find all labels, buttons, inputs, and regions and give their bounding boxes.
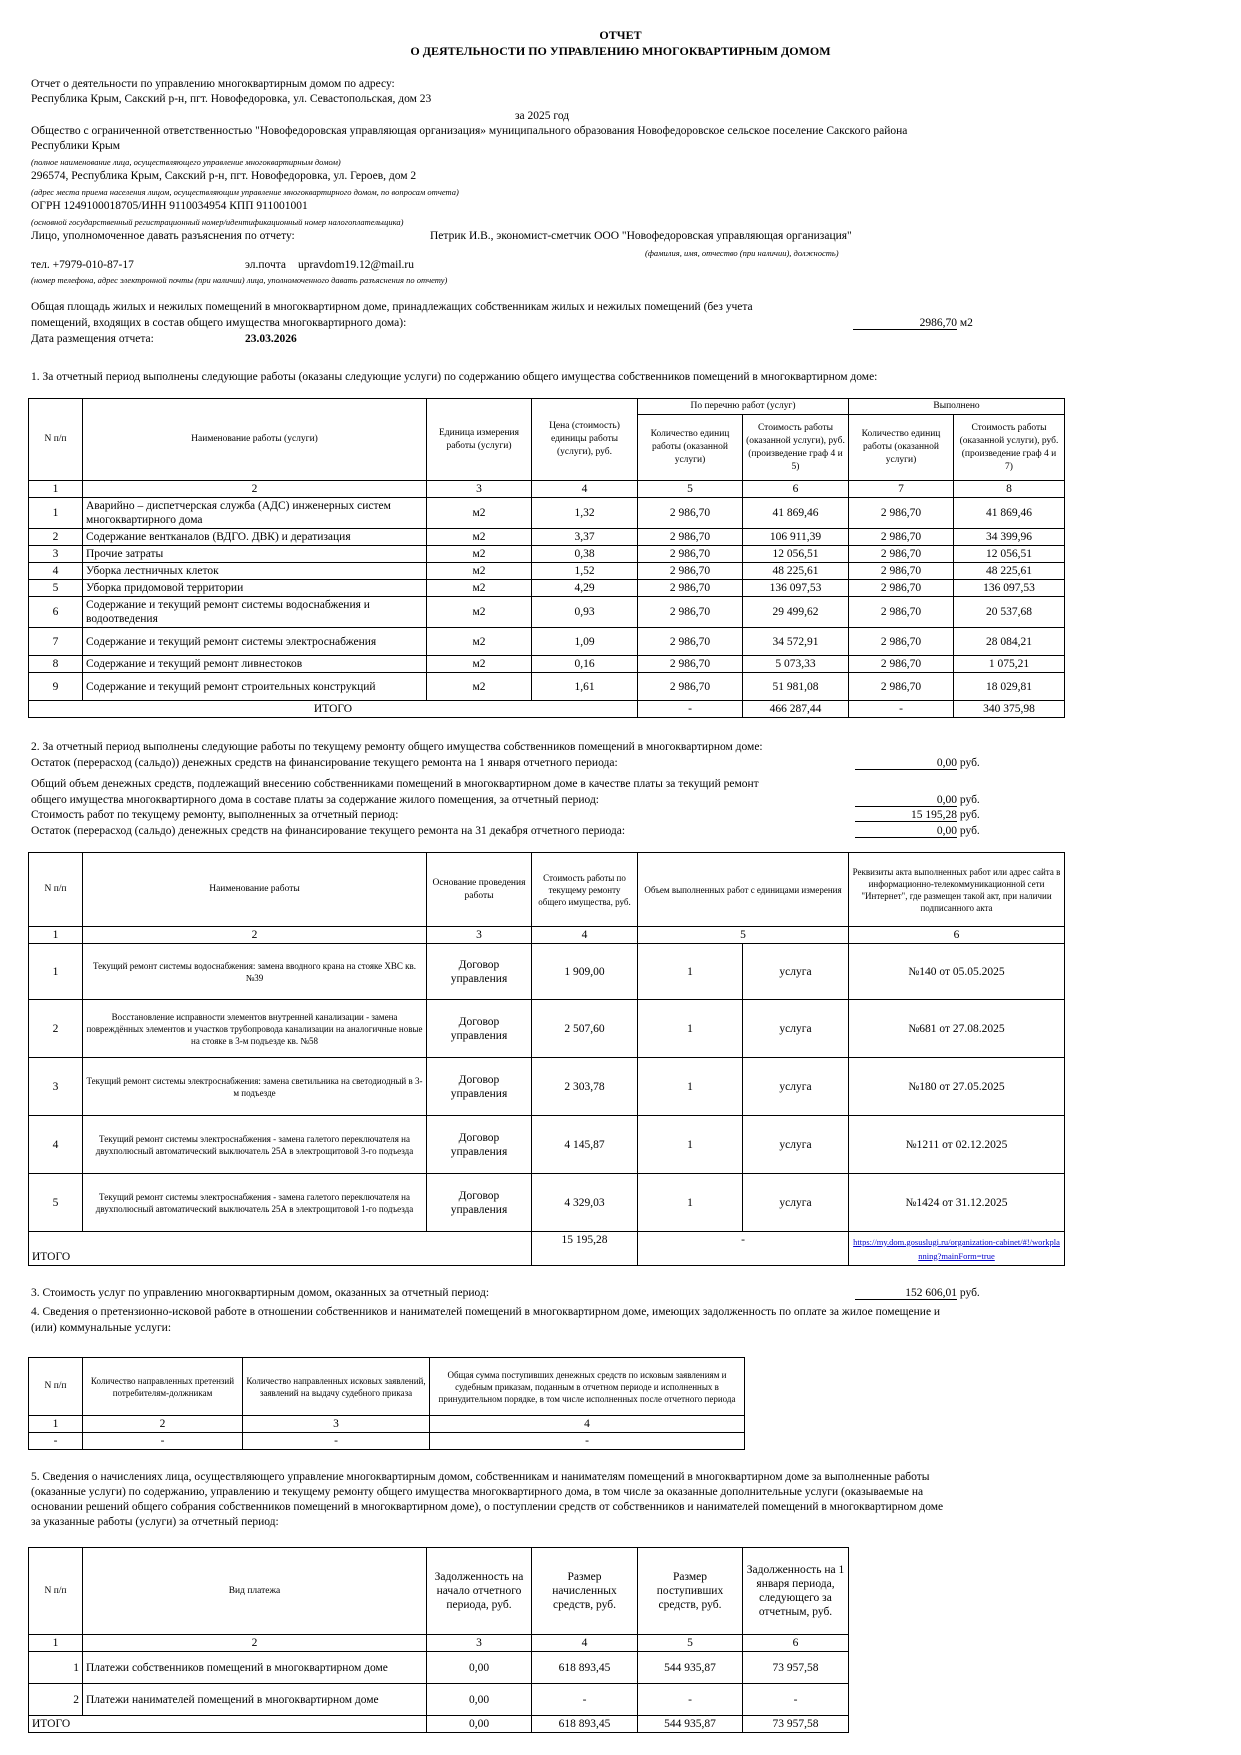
col-header-num: N п/п [29,1548,83,1635]
row-unit: м2 [427,628,532,656]
col-header-charged: Размер начисленных средств, руб. [532,1548,638,1635]
row-done-cost: 34 399,96 [954,529,1065,546]
phone: тел. +7979-010-87-17 [31,259,134,271]
org-address: 296574, Республика Крым, Сакский р-н, пгт. Новофедоровка, ул. Героев, дом 2 [31,170,417,182]
currency: руб. [959,825,980,837]
report-title: ОТЧЕТ [599,28,642,42]
col-number: 6 [743,1635,849,1652]
col-header-cost: Стоимость работы по текущему ремонту общего имущества, руб. [532,853,638,927]
col-number: 2 [83,1635,427,1652]
table-row [29,673,1065,701]
address-intro: Отчет о деятельности по управлению многоквартирным домом по адресу: [31,78,395,90]
row-type: Платежи собственников помещений в многоквартирном доме [83,1652,427,1684]
org-address-note: (адрес места приема населения лицом, осуществляющим управление многоквартирного домом, по вопросам отчета) [31,187,459,197]
row-num: 1 [29,944,83,1000]
row-unit: м2 [427,529,532,546]
responsible-label: Лицо, уполномоченное давать разъяснения по отчету: [31,230,295,242]
row-plan-qty: 2 986,70 [638,563,743,580]
row-basis: Договор управления [427,1116,532,1174]
row-num: 6 [29,597,83,628]
row-num: 8 [29,656,83,673]
ogrn-inn: ОГРН 1249100018705/ИНН 9110034954 КПП 911001001 [31,200,308,212]
col-group-done: Выполнено [849,399,1065,415]
row-name: Прочие затраты [83,546,427,563]
row-done-qty: 2 986,70 [849,529,954,546]
col-number: 5 [638,1635,743,1652]
row-name: Содержание вентканалов (ВДГО. ДВК) и дератизация [83,529,427,546]
claims-table [28,1357,745,1450]
col-number: 8 [954,481,1065,498]
col-header-type: Вид платежа [83,1548,427,1635]
section2-title: 2. За отчетный период выполнены следующие работы по текущему ремонту общего имущества собственников помещений в многоквартирном доме: [31,741,763,753]
col-header-debt-start: Задолженность на начало отчетного периода, руб. [427,1548,532,1635]
col-number: 3 [427,481,532,498]
row-cost: 4 145,87 [532,1116,638,1174]
row-unit: м2 [427,597,532,628]
total-due-value: 0,00 [855,794,957,807]
column-numbers-row [29,927,1065,944]
row-price: 4,29 [532,580,638,597]
row-price: 1,09 [532,628,638,656]
section1-title: 1. За отчетный период выполнены следующие работы (оказаны следующие услуги) по содержанию общего имущества собственников помещений в многоквартирном доме: [31,371,878,383]
row-plan-qty: 2 986,70 [638,673,743,701]
row-num: 5 [29,1174,83,1232]
row-name: Текущий ремонт системы электроснабжения - замена галетого переключателя на двухполюсный автоматический выключатель 25А в электрощитовой 1-го подъезда [83,1174,427,1232]
row-plan-cost: 51 981,08 [743,673,849,701]
row-cost: 2 303,78 [532,1058,638,1116]
row-unit: м2 [427,580,532,597]
contact-note: (номер телефона, адрес электронной почты (при наличии) лица, уполномоченного давать разъяснения по отчету) [31,275,448,285]
row-name: Содержание и текущий ремонт системы электроснабжения [83,628,427,656]
col-header-num: N п/п [29,399,83,481]
row-name: Аварийно – диспетчерская служба (АДС) инженерных систем многоквартирного дома [83,498,427,529]
col-number: 2 [83,1416,243,1433]
col-header-num: N п/п [29,1358,83,1416]
row-act: №1211 от 02.12.2025 [849,1116,1065,1174]
row-unit: услуга [743,1058,849,1116]
total-plan-qty: - [638,701,743,718]
row-unit: услуга [743,1000,849,1058]
row-done-qty: 2 986,70 [849,498,954,529]
col-number: 7 [849,481,954,498]
email-label: эл.почта [245,259,287,271]
row-plan-cost: 48 225,61 [743,563,849,580]
section5-title-line3: основании решений общего собрания собственников помещений в многоквартирном доме), о поступлении средств от собственников и нанимателей помещений в многоквартирном доме [31,1501,944,1513]
row-num: 1 [29,498,83,529]
row-amount: - [430,1433,745,1450]
col-number: 1 [29,927,83,944]
col-number: 2 [83,481,427,498]
currency: руб. [959,794,980,806]
col-number: 4 [532,1635,638,1652]
area-text-line2: помещений, входящих в состав общего имущества многоквартирного дома): [31,317,407,329]
row-done-qty: 2 986,70 [849,580,954,597]
col-header-name: Наименование работы (услуги) [83,399,427,481]
section5-title-line2: (оказанные услуги) по содержанию, управлению и текущему ремонту общего имущества многоквартирного дома, в том числе за оказанные дополнительные услуги (оказываемые на [31,1486,924,1498]
row-qty: 1 [638,1058,743,1116]
table-row [29,546,1065,563]
row-plan-qty: 2 986,70 [638,529,743,546]
currency: руб. [959,757,980,769]
row-act: №180 от 27.05.2025 [849,1058,1065,1116]
repair-cost-label: Стоимость работ по текущему ремонту, выполненных за отчетный период: [31,809,399,821]
row-num: 4 [29,1116,83,1174]
col-header-received: Размер поступивших средств, руб. [638,1548,743,1635]
row-done-cost: 18 029,81 [954,673,1065,701]
col-header-debt-end: Задолженность на 1 января периода, следующего за отчетным, руб. [743,1548,849,1635]
row-done-cost: 20 537,68 [954,597,1065,628]
management-cost-value: 152 606,01 [855,1287,957,1300]
balance-end-value: 0,00 [855,825,957,838]
row-type: Платежи нанимателей помещений в многоквартирном доме [83,1684,427,1716]
row-name: Содержание и текущий ремонт строительных конструкций [83,673,427,701]
section3-value-block [855,1287,980,1300]
row-unit: м2 [427,498,532,529]
area-unit: м2 [959,317,973,329]
ogrn-note: (основной государственный регистрационный номер/идентификационный номер налогоплательщика) [31,217,404,227]
row-unit: м2 [427,673,532,701]
total-label: ИТОГО [29,1232,532,1266]
row-price: 0,93 [532,597,638,628]
row-name: Текущий ремонт системы электроснабжения - замена галетого переключателя на двухполюсный автоматический выключатель 25А в электрощитовой 3-го подъезда [83,1116,427,1174]
row-price: 1,32 [532,498,638,529]
col-header-volume: Объем выполненных работ с единицами измерения [638,853,849,927]
col-number: 3 [243,1416,430,1433]
row-act: №140 от 05.05.2025 [849,944,1065,1000]
row-charged: 618 893,45 [532,1652,638,1684]
section5-title-line4: за указанные работы (услуги) за отчетный период: [31,1516,279,1528]
row-basis: Договор управления [427,1058,532,1116]
col-number: 1 [29,1635,83,1652]
org-name-line1: Общество с ограниченной ответственностью "Новофедоровская управляющая организация» муниципального образования Новофедоровское сельское поселение Сакского района [31,125,908,137]
col-header-name: Наименование работы [83,853,427,927]
payments-table [28,1547,849,1733]
date-value: 23.03.2026 [245,333,297,345]
col-number: 6 [743,481,849,498]
repair-cost-block [855,809,980,822]
row-name: Восстановление исправности элементов внутренней канализации - замена повреждённых элементов и участков трубопровода канализации на аналогичные новые на стояке в 3-м подъезде кв. №58 [83,1000,427,1058]
col-number: 6 [849,927,1065,944]
table-row [29,1684,849,1716]
balance-end-label: Остаток (перерасход (сальдо) денежных средств на финансирование текущего ремонта на 31 декабря отчетного периода: [31,825,626,837]
balance-start-value: 0,00 [855,757,957,770]
row-plan-qty: 2 986,70 [638,546,743,563]
row-num: 2 [29,1000,83,1058]
row-num: 3 [29,546,83,563]
row-qty: 1 [638,1174,743,1232]
col-number: 5 [638,481,743,498]
section4-title-line2: (или) коммунальные услуги: [31,1322,172,1334]
row-price: 0,16 [532,656,638,673]
row-plan-qty: 2 986,70 [638,580,743,597]
col-number: 4 [532,927,638,944]
row-plan-cost: 12 056,51 [743,546,849,563]
col-header-price: Цена (стоимость) единицы работы (услуги), руб. [532,399,638,481]
maintenance-table [28,398,1065,718]
area-value: 2986,70 [853,317,957,330]
row-num: - [29,1433,83,1450]
col-header-unit: Единица измерения работы (услуги) [427,399,532,481]
row-unit: услуга [743,1174,849,1232]
col-header-amount: Общая сумма поступивших денежных средств по исковым заявлениям и судебным приказам, поданным в отчетном периоде и исполненных в принудительном порядке, в том числе исполненных после отчетного периода [430,1358,745,1416]
row-plan-qty: 2 986,70 [638,498,743,529]
column-numbers-row [29,481,1065,498]
section5-title-line1: 5. Сведения о начислениях лица, осуществляющего управление многоквартирным домом, собственникам и нанимателям помещений в многоквартирном доме за выполненные работы [31,1471,930,1483]
table-row [29,1652,849,1684]
row-unit: м2 [427,656,532,673]
col-header-done-cost: Стоимость работы (оказанной услуги), руб. (произведение граф 4 и 7) [954,415,1065,481]
col-number: 4 [532,481,638,498]
email: upravdom19.12@mail.ru [298,259,414,271]
row-unit: м2 [427,563,532,580]
col-number: 2 [83,927,427,944]
row-plan-cost: 136 097,53 [743,580,849,597]
row-unit: услуга [743,1116,849,1174]
row-cost: 1 909,00 [532,944,638,1000]
current-repair-table [28,852,1065,1266]
row-name: Текущий ремонт системы электроснабжения: замена светильника на светодиодный в 3-м подъезде [83,1058,427,1116]
row-act: №1424 от 31.12.2025 [849,1174,1065,1232]
total-label: ИТОГО [29,1716,427,1733]
table-row [29,656,1065,673]
row-claims: - [83,1433,243,1450]
row-num: 5 [29,580,83,597]
row-done-cost: 48 225,61 [954,563,1065,580]
row-num: 2 [29,529,83,546]
report-period: за 2025 год [515,110,570,122]
row-name: Содержание и текущий ремонт системы водоснабжения и водоотведения [83,597,427,628]
column-numbers-row [29,1635,849,1652]
row-done-cost: 41 869,46 [954,498,1065,529]
total-charged: 618 893,45 [532,1716,638,1733]
row-received: 544 935,87 [638,1652,743,1684]
col-number: 1 [29,1416,83,1433]
total-row [29,701,1065,718]
col-group-plan: По перечню работ (услуг) [638,399,849,415]
row-act: №681 от 27.08.2025 [849,1000,1065,1058]
row-plan-qty: 2 986,70 [638,656,743,673]
row-price: 3,37 [532,529,638,546]
row-qty: 1 [638,1000,743,1058]
total-act-link-cell [849,1232,1065,1266]
row-plan-cost: 29 499,62 [743,597,849,628]
total-done-qty: - [849,701,954,718]
balance-end-block [855,825,980,838]
table-row [29,1433,745,1450]
col-header-lawsuits: Количество направленных исковых заявлений, заявлений на выдачу судебного приказа [243,1358,430,1416]
row-name: Содержание и текущий ремонт ливнестоков [83,656,427,673]
col-number: 4 [430,1416,745,1433]
col-header-plan-cost: Стоимость работы (оказанной услуги), руб. (произведение граф 4 и 5) [743,415,849,481]
table-row [29,1116,1065,1174]
row-num: 1 [29,1652,83,1684]
row-qty: 1 [638,944,743,1000]
org-name-line2: Республики Крым [31,140,120,152]
row-lawsuits: - [243,1433,430,1450]
col-number: 3 [427,1635,532,1652]
table-row [29,628,1065,656]
table-row [29,597,1065,628]
row-plan-qty: 2 986,70 [638,597,743,628]
org-name-note: (полное наименование лица, осуществляющего управление многоквартирным домом) [31,157,341,167]
row-num: 4 [29,563,83,580]
row-done-cost: 1 075,21 [954,656,1065,673]
row-price: 1,52 [532,563,638,580]
row-basis: Договор управления [427,944,532,1000]
row-done-qty: 2 986,70 [849,563,954,580]
row-done-qty: 2 986,70 [849,546,954,563]
table-row [29,529,1065,546]
row-name: Уборка придомовой территории [83,580,427,597]
row-plan-cost: 34 572,91 [743,628,849,656]
currency: руб. [959,1287,980,1299]
row-name: Текущий ремонт системы водоснабжения: замена вводного крана на стояке ХВС кв.№39 [83,944,427,1000]
total-label: ИТОГО [29,701,638,718]
table-row [29,1000,1065,1058]
total-debt-end: 73 957,58 [743,1716,849,1733]
total-debt-start: 0,00 [427,1716,532,1733]
row-num: 2 [29,1684,83,1716]
total-cost: 15 195,28 [532,1232,638,1266]
date-label: Дата размещения отчета: [31,333,154,345]
row-plan-cost: 5 073,33 [743,656,849,673]
row-done-qty: 2 986,70 [849,597,954,628]
section3-label: 3. Стоимость услуг по управлению многоквартирным домом, оказанных за отчетный период: [31,1287,490,1299]
report-subtitle: О ДЕЯТЕЛЬНОСТИ ПО УПРАВЛЕНИЮ МНОГОКВАРТИРНЫМ ДОМОМ [410,44,831,58]
table-row [29,580,1065,597]
total-plan-cost: 466 287,44 [743,701,849,718]
row-price: 0,38 [532,546,638,563]
row-done-qty: 2 986,70 [849,628,954,656]
row-basis: Договор управления [427,1174,532,1232]
row-debt-start: 0,00 [427,1652,532,1684]
row-received: - [638,1684,743,1716]
row-num: 9 [29,673,83,701]
row-cost: 2 507,60 [532,1000,638,1058]
total-due-block [855,794,980,807]
total-due-label-line2: общего имущества многоквартирного дома в составе платы за содержание жилого помещения, за отчетный период: [31,794,600,806]
total-row [29,1716,849,1733]
col-header-act: Реквизиты акта выполненных работ или адрес сайта в информационно-телекоммуникационной сети "Интернет", где размещен такой акт, при наличии подписанного акта [849,853,1065,927]
row-qty: 1 [638,1116,743,1174]
currency: руб. [959,809,980,821]
row-num: 3 [29,1058,83,1116]
row-done-cost: 136 097,53 [954,580,1065,597]
col-number: 1 [29,481,83,498]
row-cost: 4 329,03 [532,1174,638,1232]
col-number: 3 [427,927,532,944]
repair-cost-value: 15 195,28 [855,809,957,822]
col-header-done-qty: Количество единиц работы (оказанной услуги) [849,415,954,481]
row-done-qty: 2 986,70 [849,673,954,701]
row-debt-start: 0,00 [427,1684,532,1716]
row-num: 7 [29,628,83,656]
house-address: Республика Крым, Сакский р-н, пгт. Новофедоровка, ул. Севастопольская, дом 23 [31,93,432,105]
gosuslugi-link[interactable]: https://my.dom.gosuslugi.ru/organization-cabinet/#!/workplanning?mainForm=true [853,1236,1060,1261]
table-row [29,563,1065,580]
table-row [29,1174,1065,1232]
row-unit: м2 [427,546,532,563]
col-header-num: N п/п [29,853,83,927]
table-row [29,1058,1065,1116]
row-plan-cost: 106 911,39 [743,529,849,546]
column-numbers-row [29,1416,745,1433]
area-value-block [853,317,973,330]
table-row [29,498,1065,529]
total-received: 544 935,87 [638,1716,743,1733]
row-plan-qty: 2 986,70 [638,628,743,656]
balance-start-block [855,757,980,770]
total-done-cost: 340 375,98 [954,701,1065,718]
section4-title-line1: 4. Сведения о претензионно-исковой работе в отношении собственников и нанимателей помещений в многоквартирном доме, имеющих задолженность по оплате за жилое помещение и [31,1306,941,1318]
col-header-plan-qty: Количество единиц работы (оказанной услуги) [638,415,743,481]
responsible-person: Петрик И.В., экономист-сметчик ООО "Новофедоровская управляющая организация" [430,230,852,242]
row-plan-cost: 41 869,46 [743,498,849,529]
area-text-line1: Общая площадь жилых и нежилых помещений в многоквартирном доме, принадлежащих собственникам жилых и нежилых помещений (без учета [31,301,753,313]
total-volume: - [638,1232,849,1266]
table-row [29,944,1065,1000]
row-unit: услуга [743,944,849,1000]
row-debt-end: - [743,1684,849,1716]
row-done-cost: 28 084,21 [954,628,1065,656]
row-price: 1,61 [532,673,638,701]
row-charged: - [532,1684,638,1716]
row-done-qty: 2 986,70 [849,656,954,673]
row-done-cost: 12 056,51 [954,546,1065,563]
col-header-basis: Основание проведения работы [427,853,532,927]
responsible-note: (фамилия, имя, отчество (при наличии), должность) [645,248,839,258]
row-basis: Договор управления [427,1000,532,1058]
row-debt-end: 73 957,58 [743,1652,849,1684]
total-due-label-line1: Общий объем денежных средств, подлежащий внесению собственниками помещений в многоквартирном доме в качестве платы за текущий ремонт [31,778,759,790]
balance-start-label: Остаток (перерасход (сальдо)) денежных средств на финансирование текущего ремонта на 1 января отчетного периода: [31,757,618,769]
row-name: Уборка лестничных клеток [83,563,427,580]
col-header-claims: Количество направленных претензий потребителям-должникам [83,1358,243,1416]
col-number: 5 [638,927,849,944]
total-row [29,1232,1065,1266]
